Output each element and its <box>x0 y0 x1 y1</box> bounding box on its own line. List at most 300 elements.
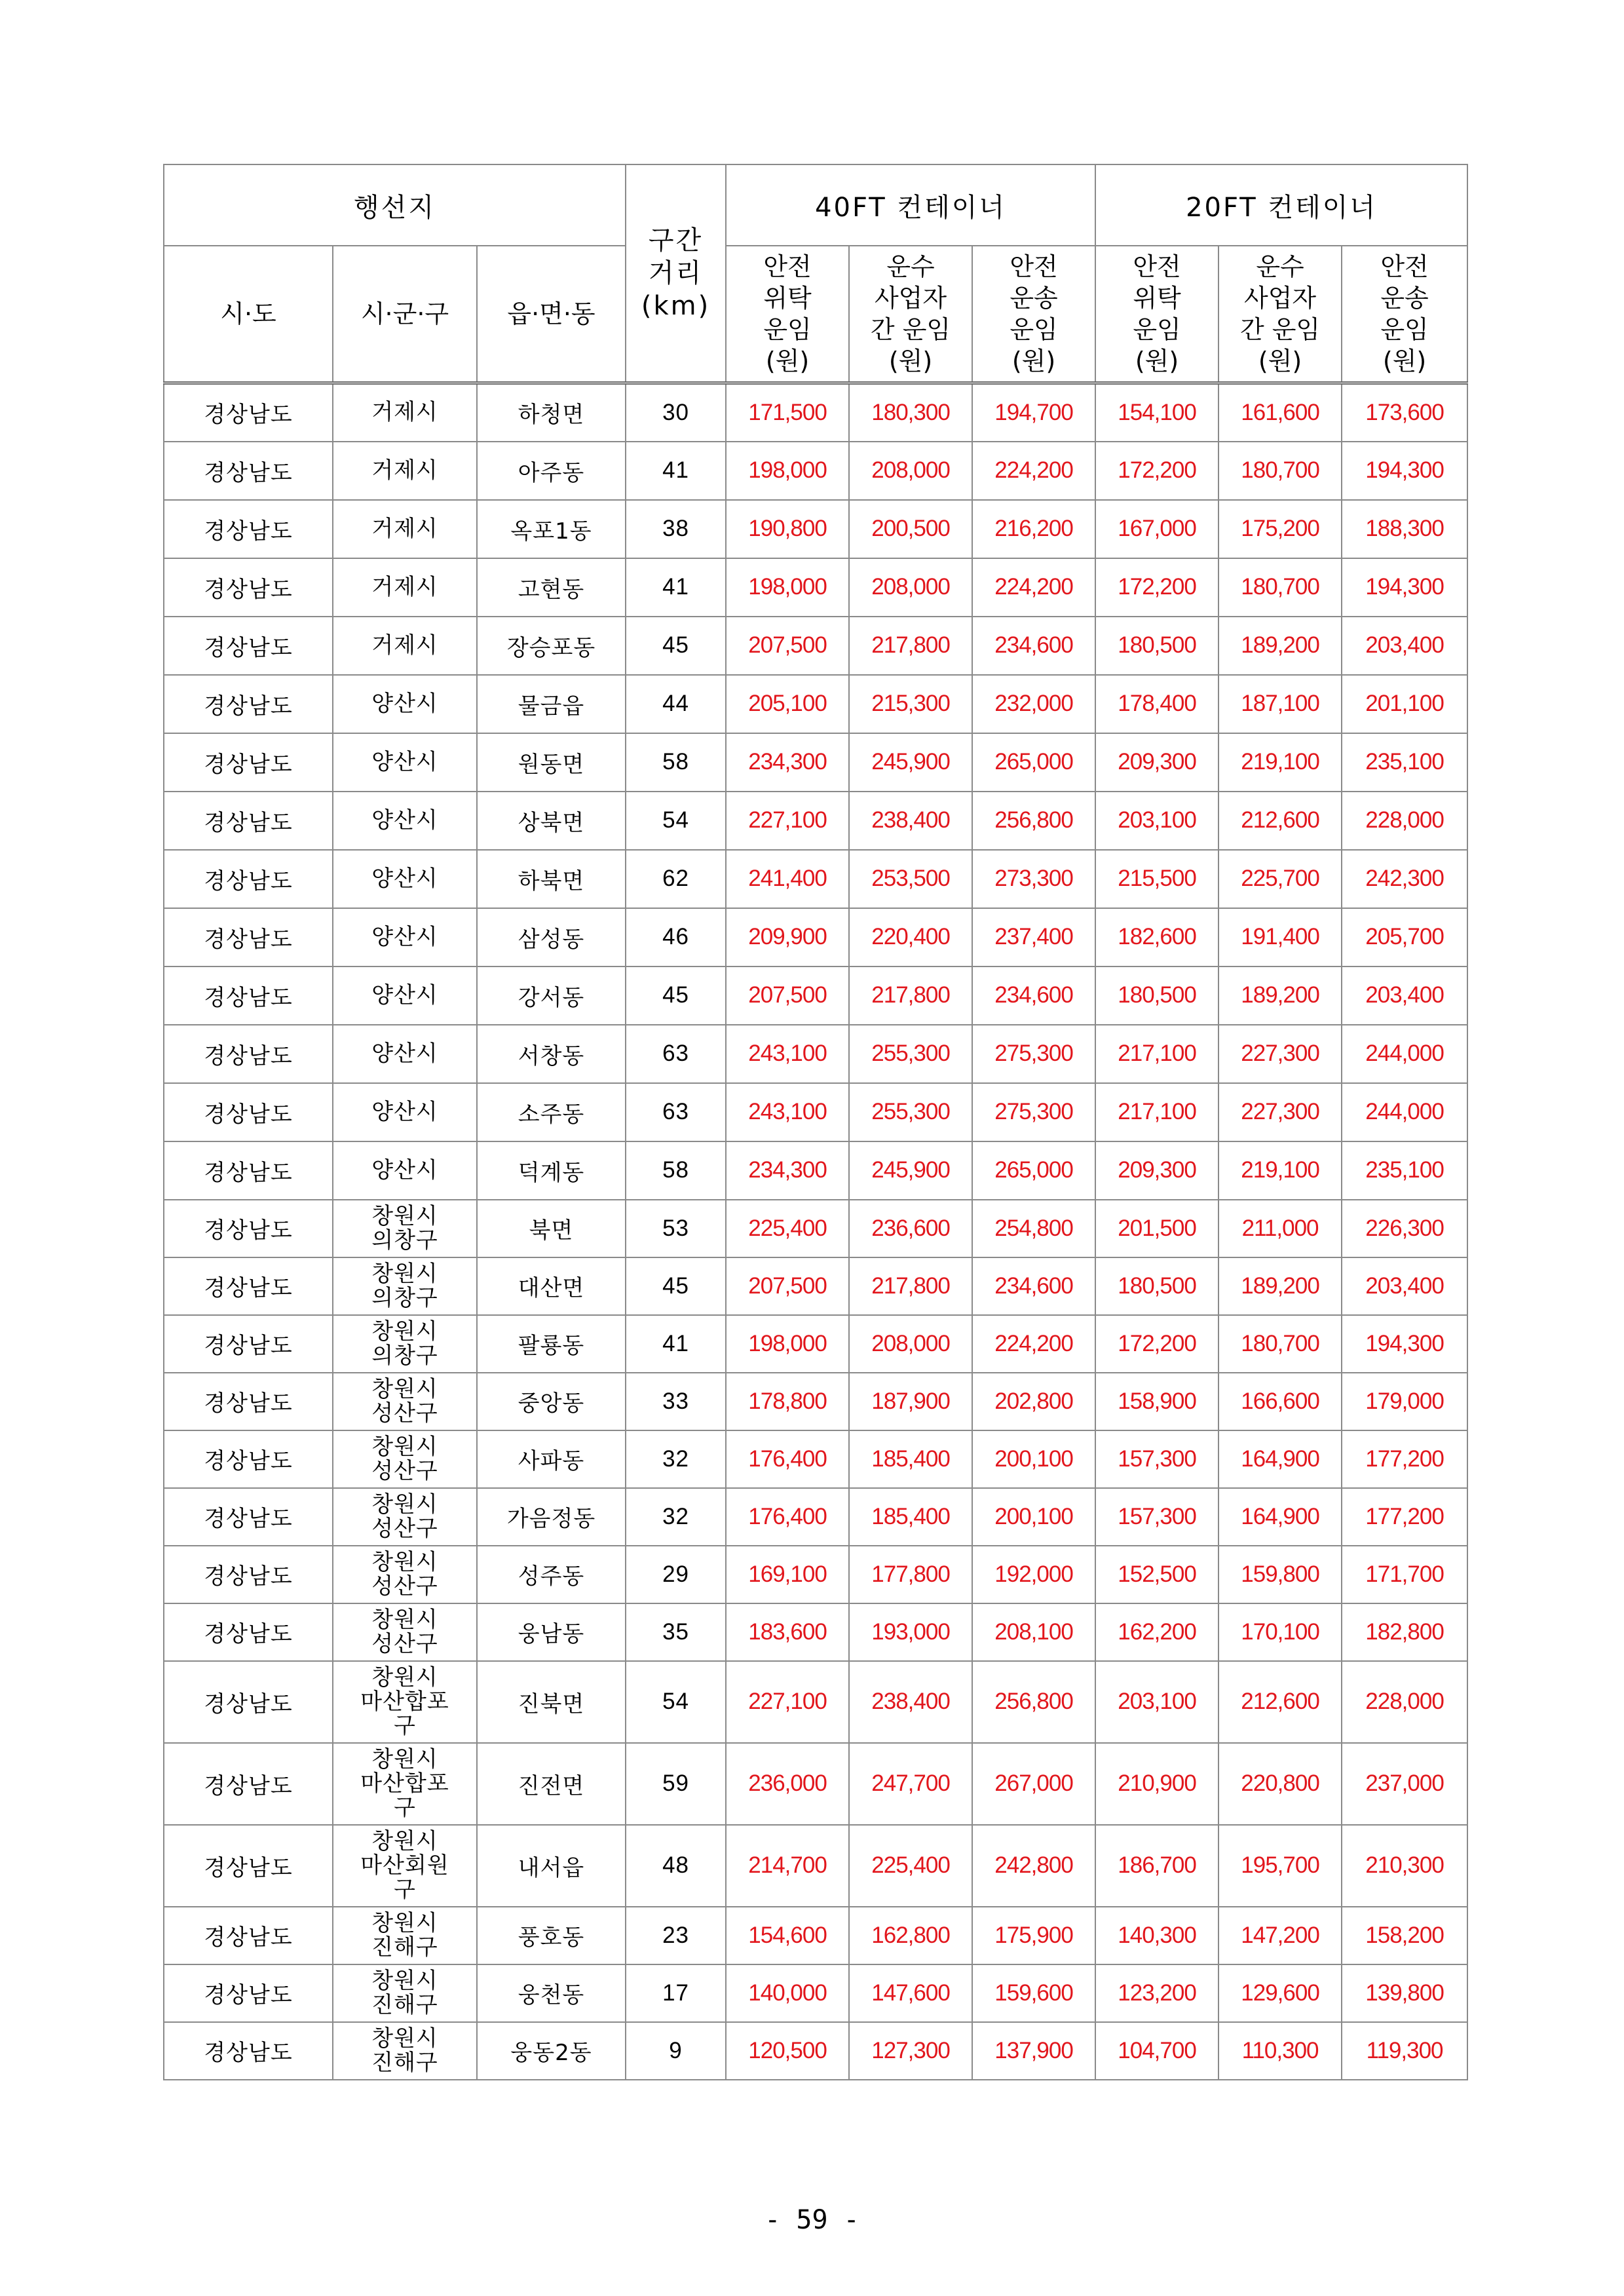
rate-cell: 247,700 <box>849 1743 972 1825</box>
rate-cell: 189,200 <box>1218 1257 1342 1315</box>
distance-cell: 29 <box>626 1546 726 1603</box>
table-row <box>164 383 1467 442</box>
sido-cell: 경상남도 <box>164 500 333 558</box>
eupmyeondong-cell: 서창동 <box>477 1025 626 1083</box>
distance-cell: 58 <box>626 733 726 792</box>
rate-cell: 179,000 <box>1342 1373 1467 1430</box>
rate-cell: 189,200 <box>1218 617 1342 675</box>
sigungu-cell: 창원시 성산구 <box>333 1546 477 1603</box>
eupmyeondong-cell: 사파동 <box>477 1430 626 1488</box>
rate-cell: 241,400 <box>726 850 849 908</box>
sigungu-cell: 양산시 <box>333 1141 477 1200</box>
sigungu-cell: 창원시 성산구 <box>333 1373 477 1430</box>
rate-cell: 166,600 <box>1218 1373 1342 1430</box>
distance-cell: 17 <box>626 1964 726 2022</box>
table-row <box>164 908 1467 966</box>
header-distance: 구간 거리 (km) <box>626 164 726 383</box>
rate-cell: 177,200 <box>1342 1430 1467 1488</box>
table-row <box>164 1546 1467 1603</box>
rate-cell: 234,300 <box>726 733 849 792</box>
distance-cell: 54 <box>626 1661 726 1743</box>
distance-cell: 58 <box>626 1141 726 1200</box>
rate-cell: 255,300 <box>849 1025 972 1083</box>
sido-cell: 경상남도 <box>164 1964 333 2022</box>
rate-cell: 265,000 <box>972 1141 1095 1200</box>
table-row <box>164 500 1467 558</box>
rate-cell: 234,300 <box>726 1141 849 1200</box>
rate-cell: 140,300 <box>1095 1907 1218 1964</box>
sido-cell: 경상남도 <box>164 792 333 850</box>
sigungu-cell: 거제시 <box>333 383 477 442</box>
rate-cell: 186,700 <box>1095 1825 1218 1907</box>
rate-cell: 192,000 <box>972 1546 1095 1603</box>
rate-cell: 217,800 <box>849 617 972 675</box>
table-row <box>164 1907 1467 1964</box>
rate-cell: 216,200 <box>972 500 1095 558</box>
eupmyeondong-cell: 풍호동 <box>477 1907 626 1964</box>
rate-cell: 210,900 <box>1095 1743 1218 1825</box>
rate-cell: 152,500 <box>1095 1546 1218 1603</box>
distance-cell: 32 <box>626 1430 726 1488</box>
rate-cell: 185,400 <box>849 1488 972 1546</box>
rate-cell: 205,700 <box>1342 908 1467 966</box>
header-20ft-safety-consignment-rate: 안전 위탁 운임 (원) <box>1095 246 1218 383</box>
rate-cell: 226,300 <box>1342 1200 1467 1257</box>
distance-cell: 63 <box>626 1025 726 1083</box>
eupmyeondong-cell: 내서읍 <box>477 1825 626 1907</box>
sido-cell: 경상남도 <box>164 1315 333 1373</box>
eupmyeondong-cell: 북면 <box>477 1200 626 1257</box>
distance-cell: 63 <box>626 1083 726 1141</box>
eupmyeondong-cell: 중앙동 <box>477 1373 626 1430</box>
eupmyeondong-cell: 진북면 <box>477 1661 626 1743</box>
eupmyeondong-cell: 원동면 <box>477 733 626 792</box>
rate-cell: 205,100 <box>726 675 849 733</box>
eupmyeondong-cell: 장승포동 <box>477 617 626 675</box>
distance-cell: 45 <box>626 966 726 1025</box>
table-row <box>164 1661 1467 1743</box>
rate-cell: 104,700 <box>1095 2022 1218 2080</box>
header-40ft-inter-carrier-rate: 운수 사업자 간 운임 (원) <box>849 246 972 383</box>
rate-cell: 194,300 <box>1342 558 1467 617</box>
table-row <box>164 1603 1467 1661</box>
rate-cell: 242,300 <box>1342 850 1467 908</box>
rate-cell: 194,300 <box>1342 442 1467 500</box>
rate-cell: 237,000 <box>1342 1743 1467 1825</box>
header-sigungu: 시·군·구 <box>333 246 477 383</box>
table-row <box>164 1315 1467 1373</box>
rate-cell: 203,100 <box>1095 1661 1218 1743</box>
rate-cell: 180,700 <box>1218 1315 1342 1373</box>
rate-cell: 211,000 <box>1218 1200 1342 1257</box>
sido-cell: 경상남도 <box>164 908 333 966</box>
rate-cell: 171,700 <box>1342 1546 1467 1603</box>
sigungu-cell: 양산시 <box>333 733 477 792</box>
eupmyeondong-cell: 소주동 <box>477 1083 626 1141</box>
eupmyeondong-cell: 물금읍 <box>477 675 626 733</box>
rate-cell: 177,200 <box>1342 1488 1467 1546</box>
rate-cell: 173,600 <box>1342 383 1467 442</box>
rate-cell: 234,600 <box>972 966 1095 1025</box>
rate-cell: 177,800 <box>849 1546 972 1603</box>
rate-cell: 225,400 <box>849 1825 972 1907</box>
rate-cell: 170,100 <box>1218 1603 1342 1661</box>
sido-cell: 경상남도 <box>164 1743 333 1825</box>
rate-cell: 208,000 <box>849 558 972 617</box>
rate-cell: 198,000 <box>726 1315 849 1373</box>
eupmyeondong-cell: 강서동 <box>477 966 626 1025</box>
rate-cell: 147,200 <box>1218 1907 1342 1964</box>
sido-cell: 경상남도 <box>164 1257 333 1315</box>
rate-cell: 159,800 <box>1218 1546 1342 1603</box>
rate-cell: 207,500 <box>726 966 849 1025</box>
sido-cell: 경상남도 <box>164 1373 333 1430</box>
eupmyeondong-cell: 진전면 <box>477 1743 626 1825</box>
sigungu-cell: 창원시 마산합포 구 <box>333 1743 477 1825</box>
rate-cell: 182,800 <box>1342 1603 1467 1661</box>
rate-cell: 137,900 <box>972 2022 1095 2080</box>
distance-cell: 30 <box>626 383 726 442</box>
rate-cell: 256,800 <box>972 1661 1095 1743</box>
sido-cell: 경상남도 <box>164 1825 333 1907</box>
rate-cell: 119,300 <box>1342 2022 1467 2080</box>
sido-cell: 경상남도 <box>164 1546 333 1603</box>
rate-cell: 215,500 <box>1095 850 1218 908</box>
rate-cell: 198,000 <box>726 442 849 500</box>
rate-cell: 194,300 <box>1342 1315 1467 1373</box>
sido-cell: 경상남도 <box>164 2022 333 2080</box>
table-row <box>164 966 1467 1025</box>
distance-cell: 62 <box>626 850 726 908</box>
table-body <box>164 383 1467 2080</box>
sigungu-cell: 거제시 <box>333 442 477 500</box>
rate-cell: 182,600 <box>1095 908 1218 966</box>
rate-cell: 201,100 <box>1342 675 1467 733</box>
rate-cell: 225,400 <box>726 1200 849 1257</box>
rate-cell: 217,100 <box>1095 1025 1218 1083</box>
rate-cell: 120,500 <box>726 2022 849 2080</box>
rate-cell: 214,700 <box>726 1825 849 1907</box>
rate-cell: 157,300 <box>1095 1430 1218 1488</box>
header-destination: 행선지 <box>164 164 626 246</box>
sido-cell: 경상남도 <box>164 442 333 500</box>
rate-cell: 242,800 <box>972 1825 1095 1907</box>
rate-cell: 203,100 <box>1095 792 1218 850</box>
rate-cell: 255,300 <box>849 1083 972 1141</box>
header-20ft: 20FT 컨테이너 <box>1095 164 1467 246</box>
eupmyeondong-cell: 대산면 <box>477 1257 626 1315</box>
eupmyeondong-cell: 아주동 <box>477 442 626 500</box>
rate-cell: 228,000 <box>1342 792 1467 850</box>
distance-cell: 9 <box>626 2022 726 2080</box>
table-row <box>164 1257 1467 1315</box>
sido-cell: 경상남도 <box>164 1025 333 1083</box>
sigungu-cell: 창원시 진해구 <box>333 1964 477 2022</box>
rate-cell: 175,200 <box>1218 500 1342 558</box>
rate-cell: 180,500 <box>1095 617 1218 675</box>
rate-cell: 207,500 <box>726 617 849 675</box>
rate-cell: 217,800 <box>849 966 972 1025</box>
rate-cell: 201,500 <box>1095 1200 1218 1257</box>
rate-cell: 202,800 <box>972 1373 1095 1430</box>
rate-cell: 235,100 <box>1342 733 1467 792</box>
table-row <box>164 1083 1467 1141</box>
rate-cell: 208,100 <box>972 1603 1095 1661</box>
sigungu-cell: 거제시 <box>333 500 477 558</box>
rate-cell: 180,300 <box>849 383 972 442</box>
rate-cell: 275,300 <box>972 1025 1095 1083</box>
rate-cell: 212,600 <box>1218 792 1342 850</box>
eupmyeondong-cell: 하북면 <box>477 850 626 908</box>
rate-cell: 110,300 <box>1218 2022 1342 2080</box>
eupmyeondong-cell: 웅남동 <box>477 1603 626 1661</box>
rate-cell: 217,100 <box>1095 1083 1218 1141</box>
rate-cell: 175,900 <box>972 1907 1095 1964</box>
rate-cell: 200,500 <box>849 500 972 558</box>
sigungu-cell: 양산시 <box>333 1025 477 1083</box>
rate-cell: 215,300 <box>849 675 972 733</box>
sigungu-cell: 창원시 마산합포 구 <box>333 1661 477 1743</box>
table-row <box>164 1743 1467 1825</box>
rate-cell: 188,300 <box>1342 500 1467 558</box>
rate-cell: 172,200 <box>1095 558 1218 617</box>
rate-cell: 176,400 <box>726 1430 849 1488</box>
rate-cell: 171,500 <box>726 383 849 442</box>
sigungu-cell: 양산시 <box>333 850 477 908</box>
rate-cell: 172,200 <box>1095 442 1218 500</box>
eupmyeondong-cell: 팔룡동 <box>477 1315 626 1373</box>
sigungu-cell: 창원시 성산구 <box>333 1430 477 1488</box>
sido-cell: 경상남도 <box>164 850 333 908</box>
sido-cell: 경상남도 <box>164 1907 333 1964</box>
distance-cell: 53 <box>626 1200 726 1257</box>
rate-cell: 236,600 <box>849 1200 972 1257</box>
rate-cell: 159,600 <box>972 1964 1095 2022</box>
header-eupmyeondong: 읍·면·동 <box>477 246 626 383</box>
rate-cell: 180,700 <box>1218 442 1342 500</box>
rate-cell: 162,800 <box>849 1907 972 1964</box>
rate-cell: 178,800 <box>726 1373 849 1430</box>
sigungu-cell: 창원시 의창구 <box>333 1315 477 1373</box>
rate-cell: 275,300 <box>972 1083 1095 1141</box>
sigungu-cell: 창원시 성산구 <box>333 1603 477 1661</box>
rate-cell: 207,500 <box>726 1257 849 1315</box>
sigungu-cell: 양산시 <box>333 792 477 850</box>
sido-cell: 경상남도 <box>164 1141 333 1200</box>
rate-cell: 169,100 <box>726 1546 849 1603</box>
sido-cell: 경상남도 <box>164 1488 333 1546</box>
table-row <box>164 1430 1467 1488</box>
rate-cell: 220,800 <box>1218 1743 1342 1825</box>
rate-cell: 235,100 <box>1342 1141 1467 1200</box>
rate-cell: 254,800 <box>972 1200 1095 1257</box>
rate-cell: 164,900 <box>1218 1488 1342 1546</box>
distance-cell: 44 <box>626 675 726 733</box>
sigungu-cell: 거제시 <box>333 558 477 617</box>
rate-cell: 227,300 <box>1218 1083 1342 1141</box>
table-row <box>164 1964 1467 2022</box>
rate-cell: 227,300 <box>1218 1025 1342 1083</box>
sido-cell: 경상남도 <box>164 383 333 442</box>
distance-cell: 59 <box>626 1743 726 1825</box>
header-40ft-safety-transport-rate: 안전 운송 운임 (원) <box>972 246 1095 383</box>
sigungu-cell: 양산시 <box>333 675 477 733</box>
distance-cell: 38 <box>626 500 726 558</box>
rate-cell: 244,000 <box>1342 1083 1467 1141</box>
rate-cell: 200,100 <box>972 1488 1095 1546</box>
eupmyeondong-cell: 고현동 <box>477 558 626 617</box>
sido-cell: 경상남도 <box>164 675 333 733</box>
rate-cell: 243,100 <box>726 1083 849 1141</box>
rate-cell: 209,900 <box>726 908 849 966</box>
sido-cell: 경상남도 <box>164 558 333 617</box>
rate-cell: 245,900 <box>849 733 972 792</box>
sido-cell: 경상남도 <box>164 966 333 1025</box>
eupmyeondong-cell: 하청면 <box>477 383 626 442</box>
rate-cell: 243,100 <box>726 1025 849 1083</box>
rate-cell: 210,300 <box>1342 1825 1467 1907</box>
rate-cell: 180,700 <box>1218 558 1342 617</box>
table-row <box>164 733 1467 792</box>
rate-cell: 167,000 <box>1095 500 1218 558</box>
rate-cell: 227,100 <box>726 1661 849 1743</box>
rate-cell: 185,400 <box>849 1430 972 1488</box>
rate-cell: 158,900 <box>1095 1373 1218 1430</box>
sigungu-cell: 창원시 의창구 <box>333 1257 477 1315</box>
distance-cell: 45 <box>626 617 726 675</box>
rate-cell: 157,300 <box>1095 1488 1218 1546</box>
sido-cell: 경상남도 <box>164 1430 333 1488</box>
rate-cell: 180,500 <box>1095 966 1218 1025</box>
rate-cell: 209,300 <box>1095 733 1218 792</box>
sigungu-cell: 창원시 진해구 <box>333 1907 477 1964</box>
rate-cell: 187,100 <box>1218 675 1342 733</box>
rate-cell: 127,300 <box>849 2022 972 2080</box>
rate-cell: 154,600 <box>726 1907 849 1964</box>
rate-cell: 203,400 <box>1342 1257 1467 1315</box>
rate-cell: 187,900 <box>849 1373 972 1430</box>
distance-cell: 41 <box>626 442 726 500</box>
table-row <box>164 1200 1467 1257</box>
rate-cell: 224,200 <box>972 1315 1095 1373</box>
header-20ft-inter-carrier-rate: 운수 사업자 간 운임 (원) <box>1218 246 1342 383</box>
sido-cell: 경상남도 <box>164 617 333 675</box>
rate-cell: 245,900 <box>849 1141 972 1200</box>
sigungu-cell: 창원시 진해구 <box>333 2022 477 2080</box>
rate-cell: 164,900 <box>1218 1430 1342 1488</box>
eupmyeondong-cell: 가음정동 <box>477 1488 626 1546</box>
table-row <box>164 617 1467 675</box>
rate-cell: 200,100 <box>972 1430 1095 1488</box>
table-row <box>164 1025 1467 1083</box>
distance-cell: 45 <box>626 1257 726 1315</box>
rate-cell: 195,700 <box>1218 1825 1342 1907</box>
eupmyeondong-cell: 웅천동 <box>477 1964 626 2022</box>
rate-cell: 176,400 <box>726 1488 849 1546</box>
rate-cell: 189,200 <box>1218 966 1342 1025</box>
distance-cell: 54 <box>626 792 726 850</box>
rate-cell: 193,000 <box>849 1603 972 1661</box>
page-number: - 59 - <box>765 2205 859 2235</box>
rate-cell: 147,600 <box>849 1964 972 2022</box>
sigungu-cell: 양산시 <box>333 908 477 966</box>
rate-cell: 219,100 <box>1218 733 1342 792</box>
sigungu-cell: 창원시 성산구 <box>333 1488 477 1546</box>
rate-cell: 140,000 <box>726 1964 849 2022</box>
sido-cell: 경상남도 <box>164 1661 333 1743</box>
rate-cell: 154,100 <box>1095 383 1218 442</box>
rate-cell: 203,400 <box>1342 966 1467 1025</box>
rate-cell: 208,000 <box>849 442 972 500</box>
sigungu-cell: 창원시 의창구 <box>333 1200 477 1257</box>
rate-cell: 267,000 <box>972 1743 1095 1825</box>
sigungu-cell: 양산시 <box>333 1083 477 1141</box>
distance-cell: 32 <box>626 1488 726 1546</box>
sido-cell: 경상남도 <box>164 1083 333 1141</box>
rate-cell: 224,200 <box>972 442 1095 500</box>
table-row <box>164 558 1467 617</box>
table-row <box>164 850 1467 908</box>
rate-cell: 220,400 <box>849 908 972 966</box>
rate-cell: 219,100 <box>1218 1141 1342 1200</box>
table-row <box>164 1373 1467 1430</box>
rate-cell: 237,400 <box>972 908 1095 966</box>
rate-cell: 232,000 <box>972 675 1095 733</box>
distance-cell: 23 <box>626 1907 726 1964</box>
rate-cell: 234,600 <box>972 1257 1095 1315</box>
table-row <box>164 1825 1467 1907</box>
header-40ft-safety-consignment-rate: 안전 위탁 운임 (원) <box>726 246 849 383</box>
sigungu-cell: 창원시 마산회원 구 <box>333 1825 477 1907</box>
eupmyeondong-cell: 덕계동 <box>477 1141 626 1200</box>
rate-cell: 194,700 <box>972 383 1095 442</box>
rate-cell: 238,400 <box>849 792 972 850</box>
rate-cell: 224,200 <box>972 558 1095 617</box>
rate-cell: 180,500 <box>1095 1257 1218 1315</box>
sigungu-cell: 거제시 <box>333 617 477 675</box>
rate-cell: 273,300 <box>972 850 1095 908</box>
distance-cell: 48 <box>626 1825 726 1907</box>
table-row <box>164 1488 1467 1546</box>
table-row <box>164 675 1467 733</box>
distance-cell: 35 <box>626 1603 726 1661</box>
distance-cell: 41 <box>626 558 726 617</box>
rate-cell: 198,000 <box>726 558 849 617</box>
sido-cell: 경상남도 <box>164 1603 333 1661</box>
header-20ft-safety-transport-rate: 안전 운송 운임 (원) <box>1342 246 1467 383</box>
sido-cell: 경상남도 <box>164 1200 333 1257</box>
distance-cell: 41 <box>626 1315 726 1373</box>
rate-cell: 172,200 <box>1095 1315 1218 1373</box>
rate-cell: 238,400 <box>849 1661 972 1743</box>
eupmyeondong-cell: 상북면 <box>477 792 626 850</box>
rate-cell: 256,800 <box>972 792 1095 850</box>
rate-cell: 253,500 <box>849 850 972 908</box>
eupmyeondong-cell: 옥포1동 <box>477 500 626 558</box>
distance-cell: 46 <box>626 908 726 966</box>
rate-cell: 209,300 <box>1095 1141 1218 1200</box>
rate-cell: 212,600 <box>1218 1661 1342 1743</box>
freight-rate-table <box>163 164 1468 2080</box>
sido-cell: 경상남도 <box>164 733 333 792</box>
eupmyeondong-cell: 삼성동 <box>477 908 626 966</box>
rate-cell: 234,600 <box>972 617 1095 675</box>
rate-cell: 158,200 <box>1342 1907 1467 1964</box>
rate-cell: 225,700 <box>1218 850 1342 908</box>
table-row <box>164 2022 1467 2080</box>
sigungu-cell: 양산시 <box>333 966 477 1025</box>
rate-cell: 139,800 <box>1342 1964 1467 2022</box>
